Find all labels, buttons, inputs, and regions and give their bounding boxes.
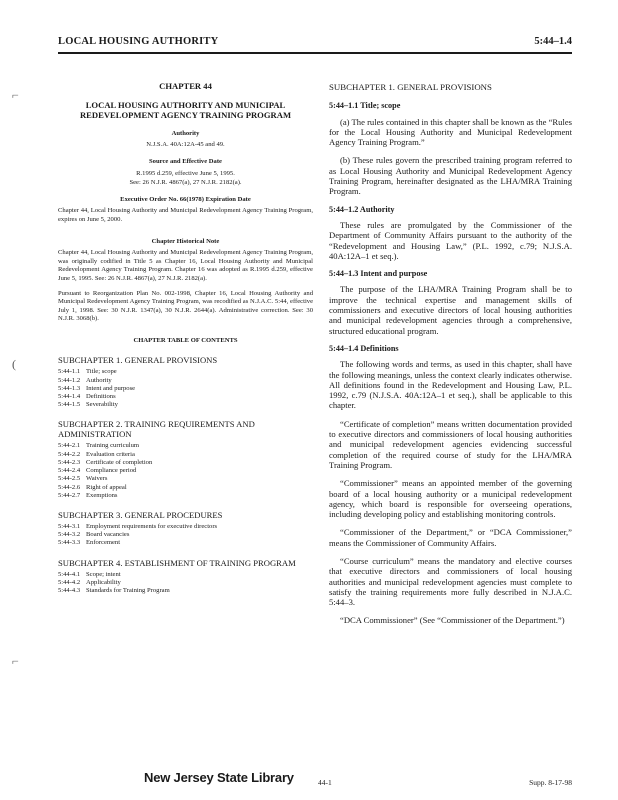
library-watermark: New Jersey State Library xyxy=(144,770,294,785)
toc-item: 5:44-2.1 Training curriculum xyxy=(58,442,140,450)
source-heading: Source and Effective Date xyxy=(149,157,222,165)
toc-subchapter-title: SUBCHAPTER 2. TRAINING REQUIREMENTS AND ADMINISTRATION xyxy=(58,419,255,440)
header-rule xyxy=(58,52,572,54)
running-header-title: LOCAL HOUSING AUTHORITY xyxy=(58,36,219,47)
toc-item: 5:44-3.2 Board vacancies xyxy=(58,531,130,539)
section-heading: 5:44–1.4 Definitions xyxy=(329,343,399,353)
authority-heading: Authority xyxy=(171,129,200,137)
toc-item: 5:44-1.2 Authority xyxy=(58,376,112,384)
toc-item: 5:44-1.3 Intent and purpose xyxy=(58,384,136,392)
section-paragraph: The purpose of the LHA/MRA Training Program shall be to improve the technical expertise and management skills of commissioners and executive directors of local housing authorities and municipal redevelopment agencies through a comprehensive, structured educational program. xyxy=(329,284,572,336)
section-heading: 5:44–1.1 Title; scope xyxy=(329,101,401,111)
toc-item: 5:44-3.3 Enforcement xyxy=(58,539,121,547)
toc-item: 5:44-4.2 Applicability xyxy=(58,578,121,586)
margin-mark-icon: ( xyxy=(12,357,16,371)
page-number: 44-1 xyxy=(318,778,332,787)
historical-note-paragraph: Chapter 44, Local Housing Authority and Municipal Redevelopment Agency Training Program, was originally codified in Title 5 as Chapter 16, Local Housing Authority and Municipal Redevelopment Agency Training Program. Chapter 16 was adopted as R.1995 d.259, effective June 5, 1995. See: 26 N.J.R. 4867(a), 27 N.J.R. 2182(a). xyxy=(58,249,313,282)
margin-mark-icon: ⌐ xyxy=(12,88,19,102)
source-line: See: 26 N.J.R. 4867(a), 27 N.J.R. 2182(a). xyxy=(129,179,242,187)
chapter-number: CHAPTER 44 xyxy=(159,81,212,91)
historical-note-heading: Chapter Historical Note xyxy=(151,237,220,245)
executive-order-text: Chapter 44, Local Housing Authority and Municipal Redevelopment Agency Training Program, expires on June 5, 2000. xyxy=(58,207,313,223)
toc-item: 5:44-1.1 Title; scope xyxy=(58,368,117,376)
toc-item: 5:44-4.3 Standards for Training Program xyxy=(58,586,170,594)
left-column xyxy=(58,82,313,595)
margin-mark-icon: ⌐ xyxy=(12,654,19,668)
toc-subchapter-title: SUBCHAPTER 4. ESTABLISHMENT OF TRAINING PROGRAM xyxy=(58,557,296,568)
toc-item: 5:44-1.4 Definitions xyxy=(58,393,116,401)
right-column xyxy=(329,82,572,634)
definition-paragraph: “Commissioner of the Department,” or “DCA Commissioner,” means the Commissioner of Community Affairs. xyxy=(329,527,572,548)
definition-paragraph: “Certificate of completion” means written documentation provided to executive directors and commissioners of local housing authorities and municipal redevelopment agencies evidencing successful completion of the required course of study for the LHA/MRA Training Program. xyxy=(329,418,572,470)
toc-heading: CHAPTER TABLE OF CONTENTS xyxy=(133,336,238,344)
definition-paragraph: “Course curriculum” means the mandatory and elective courses that executive directors and commissioners of local housing authorities and municipal redevelopment agencies must complete to satisfy the training requirements more fully described in N.J.A.C. 5:44–3. xyxy=(329,555,572,608)
section-paragraph: (b) These rules govern the prescribed training program referred to as Local Housing Authority and Municipal Redevelopment Agency Training Program, hereinafter designated as the LHA/MRA Training Program. xyxy=(329,155,572,197)
executive-order-heading: Executive Order No. 66(1978) Expiration Date xyxy=(120,195,251,203)
definition-paragraph: “Commissioner” means an appointed member of the governing board of a local housing authority or a municipal redevelopment agency, which board is responsible for overseeing operations, including developing policy and establishing monitoring controls. xyxy=(329,478,572,520)
toc-item: 5:44-2.7 Exemptions xyxy=(58,491,118,499)
toc-item: 5:44-2.2 Evaluation criteria xyxy=(58,450,135,458)
toc-subchapter-title: SUBCHAPTER 1. GENERAL PROVISIONS xyxy=(58,355,218,366)
section-heading: 5:44–1.3 Intent and purpose xyxy=(329,269,428,279)
toc-item: 5:44-2.4 Compliance period xyxy=(58,467,137,475)
running-header-section: 5:44–1.4 xyxy=(534,36,572,47)
historical-note-paragraph: Pursuant to Reorganization Plan No. 002-1998, Chapter 16, Local Housing Authority and Municipal Redevelopment Agency Training Program, was recodified as N.J.A.C. 5:44, effective July 1, 1998. See: 30 N.J.R. 1347(a), 30 N.J.R. 2644(a). Administrative correction. See: 30 N.J.R. 3068(b). xyxy=(58,289,313,323)
authority-text: N.J.S.A. 40A:12A-45 and 49. xyxy=(146,141,225,149)
toc-item: 5:44-3.1 Employment requirements for executive directors xyxy=(58,522,218,530)
supplement-date: Supp. 8-17-98 xyxy=(529,778,572,787)
section-paragraph: These rules are promulgated by the Commissioner of the Department of Community Affairs pursuant to the authority of the “Redevelopment and Housing Law,” (P.L. 1992, c.79; N.J.S.A. 40A:12A–1 et seq.). xyxy=(329,219,572,261)
section-paragraph: (a) The rules contained in this chapter shall be known as the “Rules for the Local Housing Authority and Municipal Redevelopment Agency Training Program.” xyxy=(329,116,572,148)
section-heading: 5:44–1.2 Authority xyxy=(329,204,395,214)
toc-item: 5:44-4.1 Scope; intent xyxy=(58,570,121,578)
source-line: R.1995 d.259, effective June 5, 1995. xyxy=(136,169,235,177)
chapter-title: LOCAL HOUSING AUTHORITY AND MUNICIPAL REDEVELOPMENT AGENCY TRAINING PROGRAM xyxy=(79,99,292,121)
toc-item: 5:44-1.5 Severability xyxy=(58,401,118,409)
toc-item: 5:44-2.5 Waivers xyxy=(58,475,108,483)
subchapter-heading: SUBCHAPTER 1. GENERAL PROVISIONS xyxy=(329,82,492,92)
toc-item: 5:44-2.6 Right of appeal xyxy=(58,483,127,491)
toc-item: 5:44-2.3 Certificate of completion xyxy=(58,458,153,466)
definition-paragraph: “DCA Commissioner” (See “Commissioner of the Department.”) xyxy=(340,615,565,626)
toc-subchapter-title: SUBCHAPTER 3. GENERAL PROCEDURES xyxy=(58,509,223,520)
section-paragraph: The following words and terms, as used in this chapter, shall have the following meanings, unless the context clearly indicates otherwise. All definitions found in the Redevelopment and Housing Law, P.L. 1992, c.79 (N.J.S.A. 40A:12A–1 et seq.), shall be applicable to this chapter. xyxy=(329,359,572,411)
